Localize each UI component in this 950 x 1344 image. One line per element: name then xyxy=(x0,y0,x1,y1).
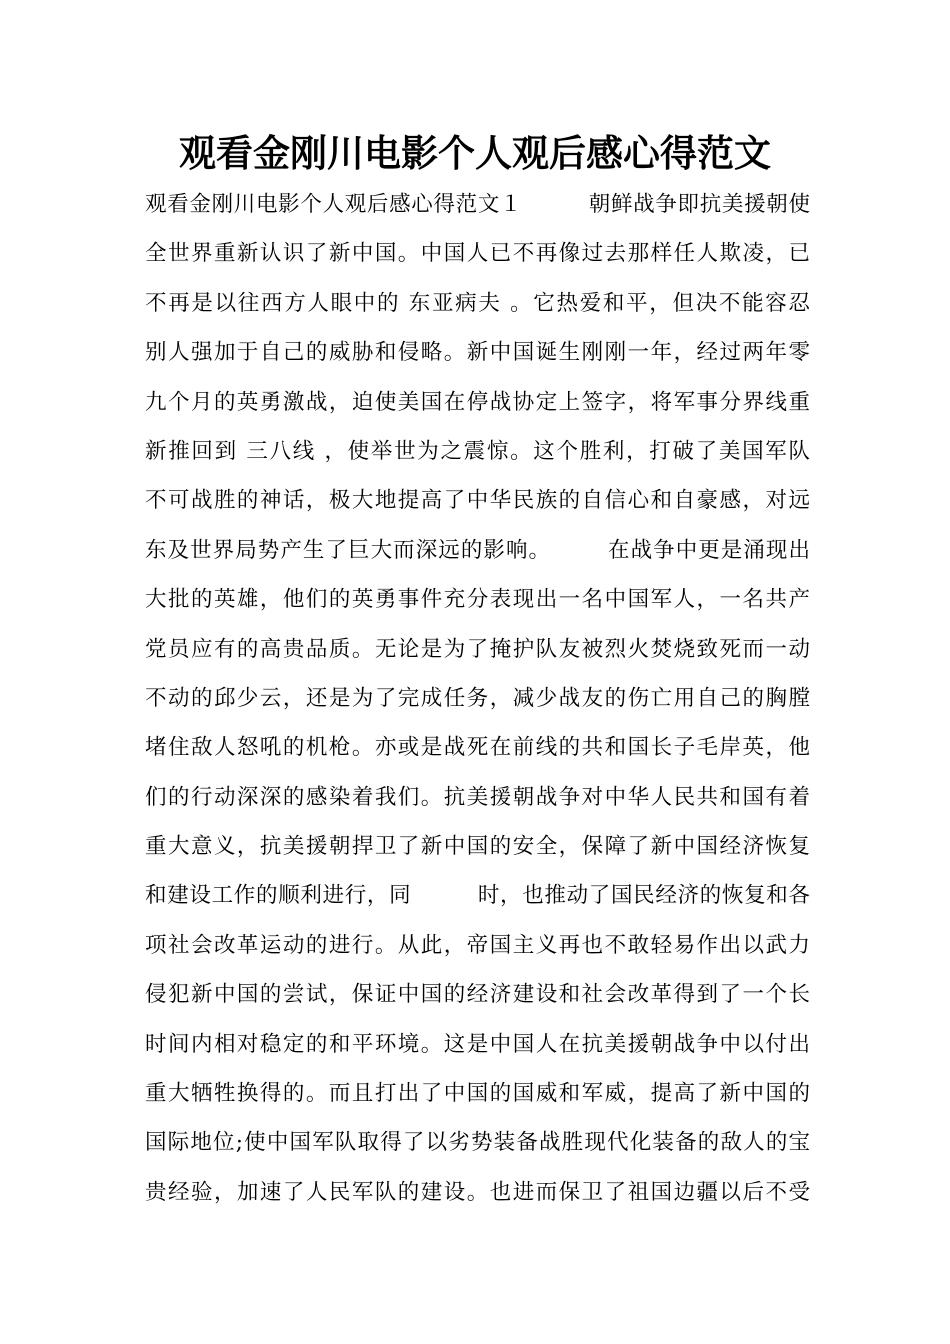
text-line: 全世界重新认识了新中国。中国人已不再像过去那样任人欺凌，已 xyxy=(145,241,810,267)
text-line: 不可战胜的神话，极大地提高了中华民族的自信心和自豪感，对远 xyxy=(145,488,810,514)
text-line: 大批的英雄，他们的英勇事件充分表现出一名中国军人，一名共产 xyxy=(145,587,810,613)
text-line: 不动的邱少云，还是为了完成任务，减少战友的伤亡用自己的胸膛 xyxy=(145,685,810,711)
text-line: 们的行动深深的感染着我们。抗美援朝战争对中华人民共和国有着 xyxy=(145,784,810,810)
text-line: 重大意义，抗美援朝捍卫了新中国的安全，保障了新中国经济恢复 xyxy=(145,834,810,860)
text-line: 新推回到 三八线 ，使举世为之震惊。这个胜利，打破了美国军队 xyxy=(145,438,810,464)
text-line: 不再是以往西方人眼中的 东亚病夫 。它热爱和平，但决不能容忍 xyxy=(145,290,810,316)
text-line: 别人强加于自己的威胁和侵略。新中国诞生刚刚一年，经过两年零 xyxy=(145,340,810,366)
text-line: 和建设工作的顺利进行，同 时，也推动了国民经济的恢复和各 xyxy=(145,883,810,909)
text-line: 项社会改革运动的进行。从此，帝国主义再也不敢轻易作出以武力 xyxy=(145,932,810,958)
text-line: 九个月的英勇激战，迫使美国在停战协定上签字，将军事分界线重 xyxy=(145,389,810,415)
text-line: 侵犯新中国的尝试，保证中国的经济建设和社会改革得到了一个长 xyxy=(145,982,810,1008)
text-line: 党员应有的高贵品质。无论是为了掩护队友被烈火焚烧致死而一动 xyxy=(145,636,810,662)
text-line: 贵经验，加速了人民军队的建设。也进而保卫了祖国边疆以后不受 xyxy=(145,1179,810,1205)
document-title: 观看金刚川电影个人观后感心得范文 xyxy=(179,132,771,175)
text-line: 堵住敌人怒吼的机枪。亦或是战死在前线的共和国长子毛岸英，他 xyxy=(145,735,810,761)
text-line: 时间内相对稳定的和平环境。这是中国人在抗美援朝战争中以付出 xyxy=(145,1031,810,1057)
text-line: 观看金刚川电影个人观后感心得范文１ 朝鲜战争即抗美援朝使 xyxy=(145,192,810,217)
text-line: 国际地位;使中国军队取得了以劣势装备战胜现代化装备的敌人的宝 xyxy=(145,1130,810,1156)
text-line: 东及世界局势产生了巨大而深远的影响。 在战争中更是涌现出 xyxy=(145,537,810,563)
text-line: 重大牺牲换得的。而且打出了中国的国威和军威，提高了新中国的 xyxy=(145,1081,810,1107)
document-body xyxy=(145,180,810,1217)
